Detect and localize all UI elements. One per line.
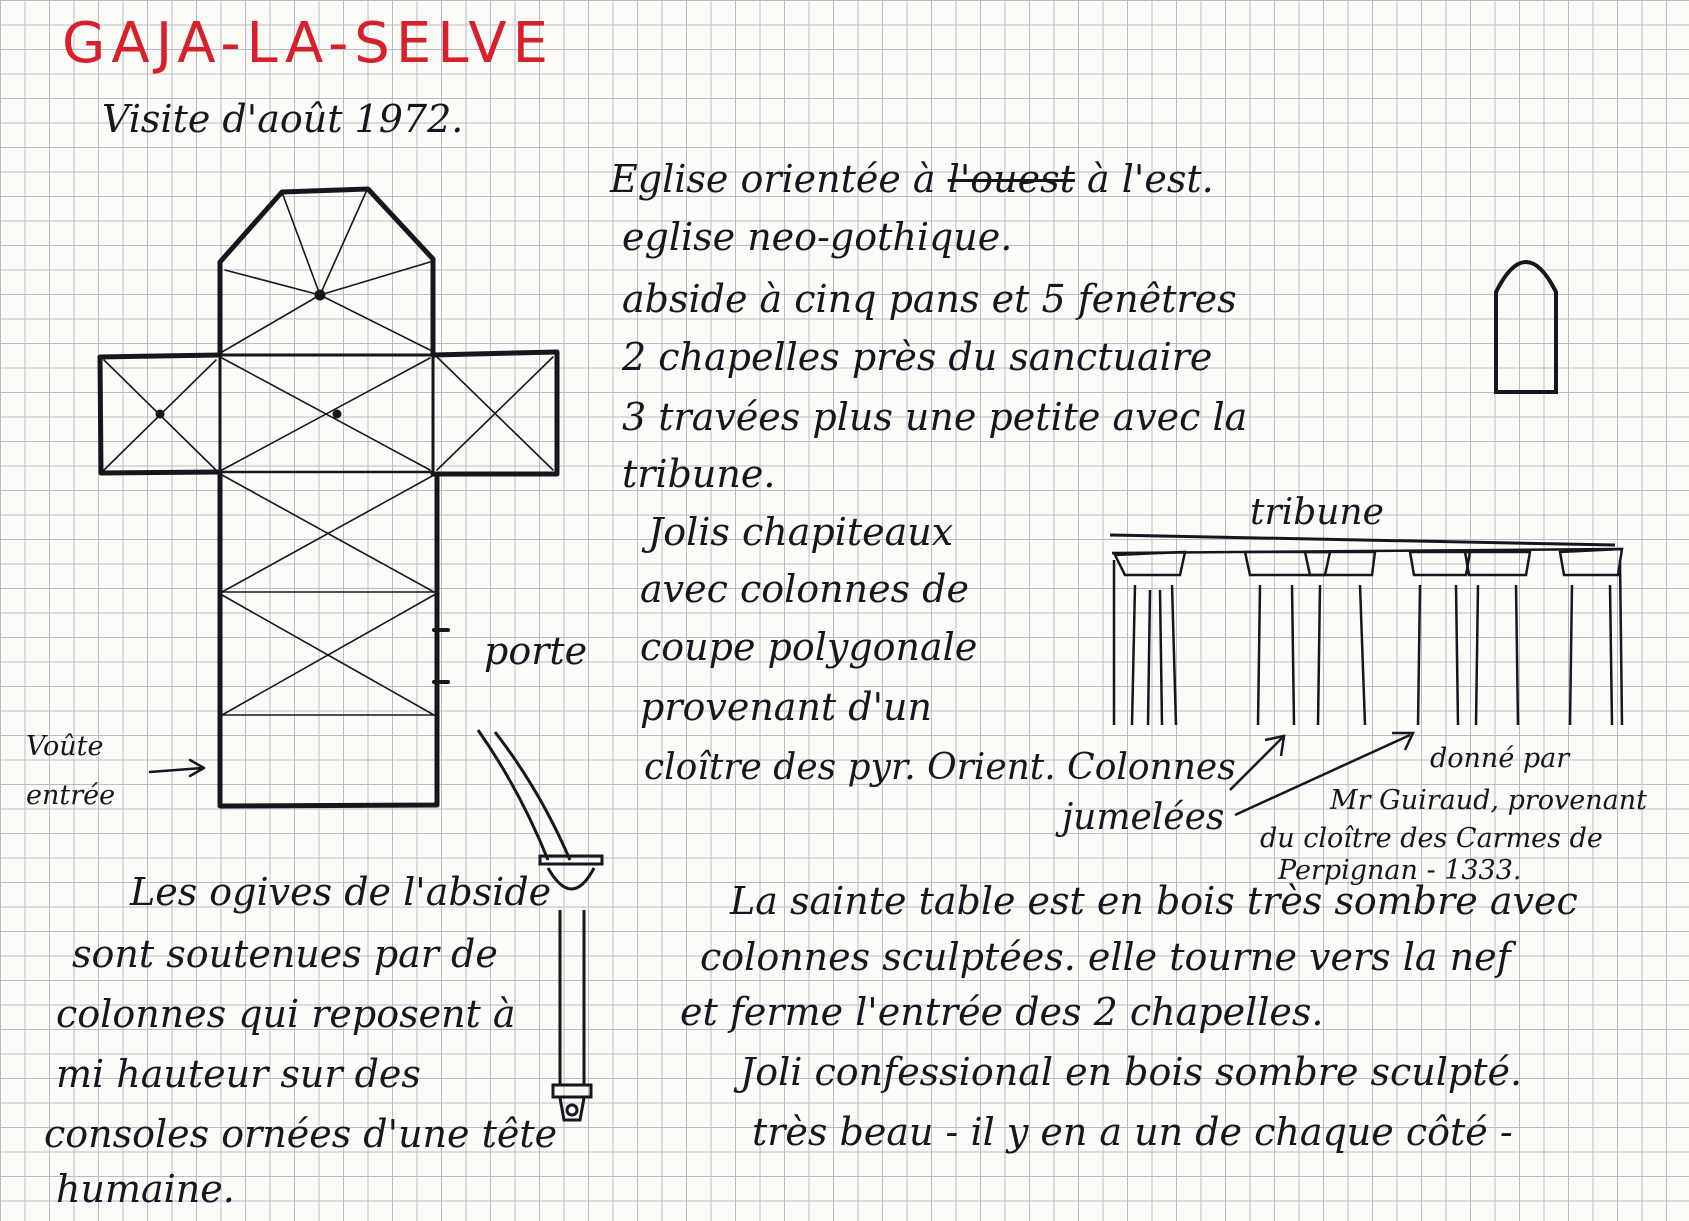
note-chapels: 2 chapelles près du sanctuaire <box>622 335 1213 379</box>
note-bays: 3 travées plus une petite avec la <box>622 395 1248 439</box>
right-paragraph-line: très beau - il y en a un de chaque côté - <box>752 1110 1513 1154</box>
left-paragraph-line: colonnes qui reposent à <box>56 992 516 1036</box>
console-column-sketch <box>478 730 602 1120</box>
right-paragraph-line: La sainte table est en bois très sombre avec <box>730 879 1578 923</box>
plan-label-vault: Voûte <box>26 731 104 762</box>
left-paragraph-line: mi hauteur sur des <box>56 1052 421 1096</box>
window-sketch <box>1496 262 1556 392</box>
note-apse: abside à cinq pans et 5 fenêtres <box>622 277 1237 321</box>
orientation-end: à l'est. <box>1087 157 1214 201</box>
note-polygonal: coupe polygonale <box>640 625 978 669</box>
right-paragraph-line: Joli confessional en bois sombre sculpté. <box>740 1050 1523 1094</box>
note-provenance: provenant d'un <box>640 685 932 729</box>
orientation-struck: l'ouest <box>947 157 1075 201</box>
note-orientation <box>610 157 1214 201</box>
visit-date: Visite d'août 1972. <box>102 97 464 141</box>
note-paired: jumelées <box>1062 797 1225 838</box>
church-floor-plan <box>100 189 557 806</box>
left-paragraph-line: Les ogives de l'abside <box>130 870 552 914</box>
orientation-start: Eglise orientée à <box>610 157 936 201</box>
right-paragraph-line: colonnes sculptées. elle tourne vers la nef <box>700 935 1511 979</box>
plan-label-entrance: entrée <box>26 780 116 811</box>
donation-line-4: Perpignan - 1333. <box>1278 855 1522 886</box>
note-style: eglise neo-gothique. <box>622 215 1013 259</box>
donation-line-3: du cloître des Carmes de <box>1260 823 1603 854</box>
note-capitals: Jolis chapiteaux <box>648 510 954 554</box>
note-cloister: cloître des pyr. Orient. Colonnes <box>644 747 1236 788</box>
note-tribune: tribune. <box>622 452 776 496</box>
donation-line-1: donné par <box>1430 743 1570 774</box>
tribune-label: tribune <box>1250 492 1384 533</box>
page-title: GAJA-LA-SELVE <box>62 11 554 76</box>
left-paragraph-line: consoles ornées d'une tête <box>44 1112 558 1156</box>
right-paragraph-line: et ferme l'entrée des 2 chapelles. <box>680 990 1324 1034</box>
left-paragraph-line: humaine. <box>56 1167 235 1211</box>
donation-line-2: Mr Guiraud, provenant <box>1330 785 1647 816</box>
plan-label-door: porte <box>484 629 588 673</box>
note-columns: avec colonnes de <box>640 567 969 611</box>
left-paragraph-line: sont soutenues par de <box>72 932 498 976</box>
